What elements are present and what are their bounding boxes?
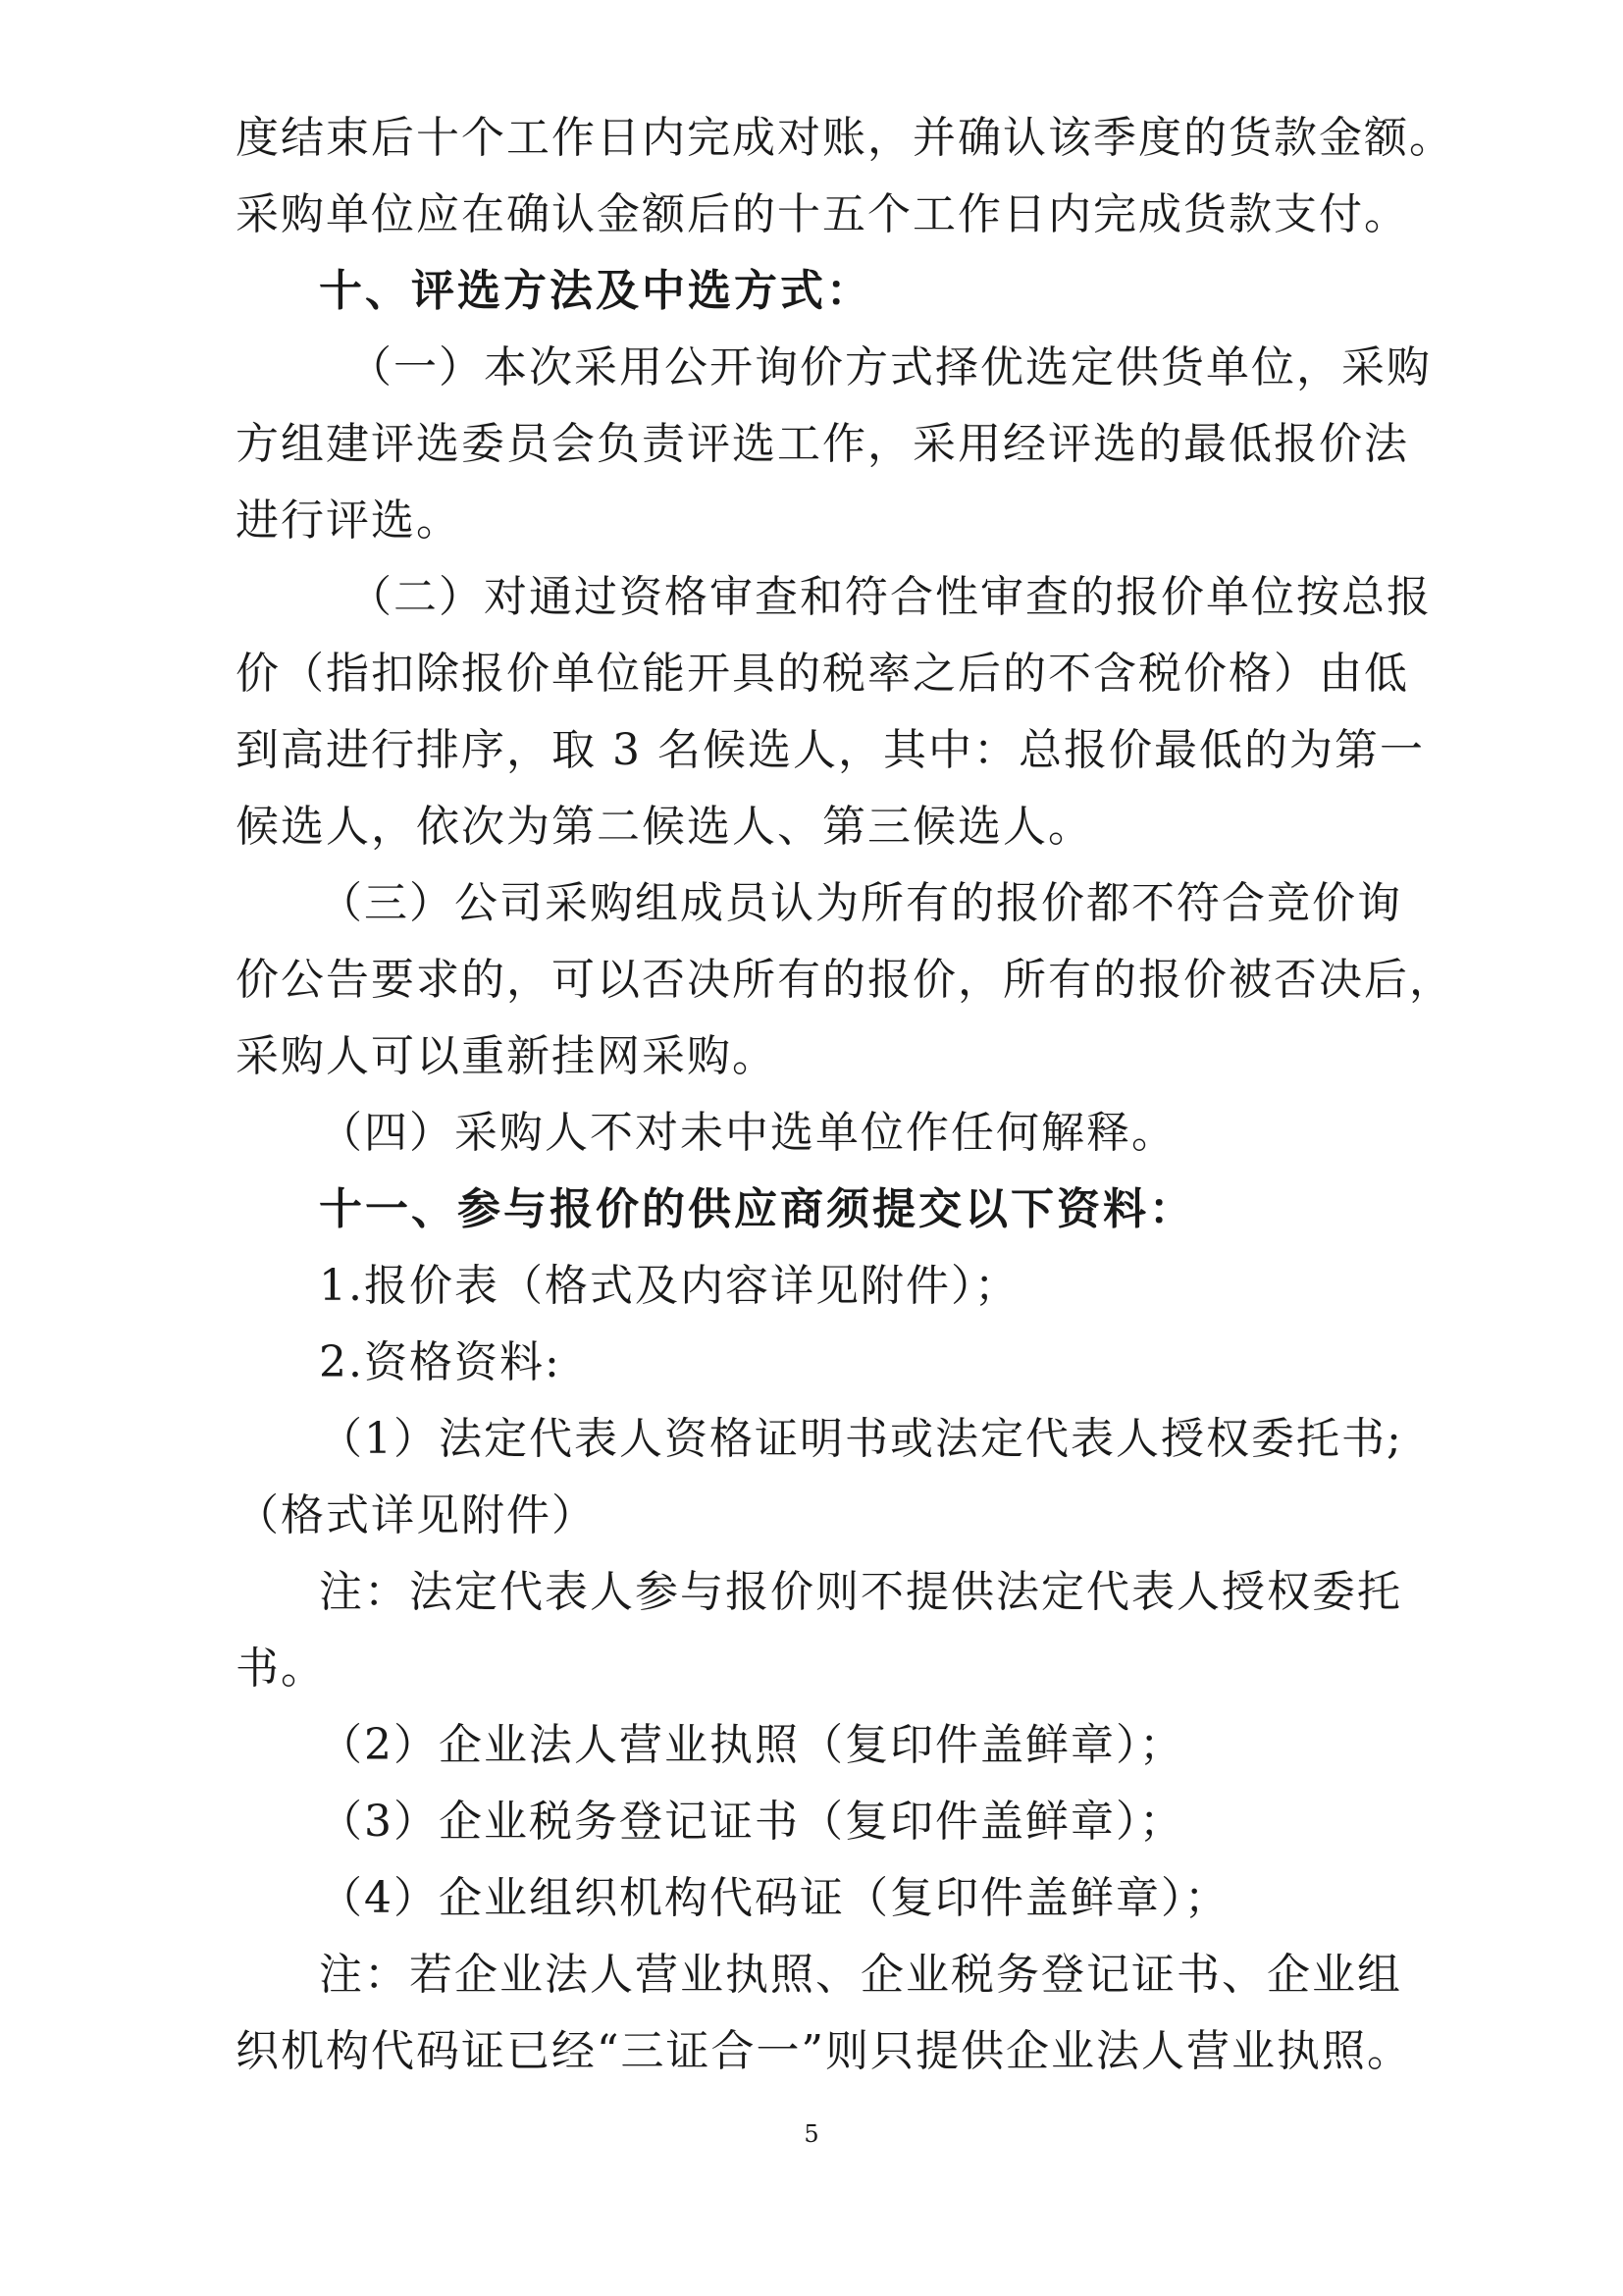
section-heading: 十、评选方法及中选方式： [319, 266, 872, 316]
text-line: 1.报价表（格式及内容详见附件）； [319, 1261, 1020, 1311]
text-line: （格式详见附件） [236, 1490, 597, 1540]
text-line: （4）企业组织机构代码证（复印件盖鲜章）； [319, 1873, 1230, 1923]
text-line: （一）本次采用公开询价方式择优选定供货单位，采购 [348, 342, 1432, 392]
text-line: 注：若企业法人营业执照、企业税务登记证书、企业组 [319, 1950, 1402, 2000]
text-line: 采购人可以重新挂网采购。 [236, 1031, 777, 1081]
text-line: 注：法定代表人参与报价则不提供法定代表人授权委托 [319, 1567, 1402, 1617]
text-line: 织机构代码证已经“三证合一”则只提供企业法人营业执照。 [236, 2026, 1412, 2076]
text-line: （三）公司采购组成员认为所有的报价都不符合竞价询 [319, 878, 1402, 928]
text-line: 书。 [236, 1644, 326, 1694]
section-heading: 十一、参与报价的供应商须提交以下资料： [319, 1184, 1195, 1234]
text-line: （二）对通过资格审查和符合性审查的报价单位按总报 [348, 572, 1432, 622]
text-line: 方组建评选委员会负责评选工作，采用经评选的最低报价法 [236, 419, 1409, 469]
text-line: （3）企业税务登记证书（复印件盖鲜章）； [319, 1797, 1184, 1847]
text-line: 2.资格资料: [319, 1337, 561, 1387]
text-line: （2）企业法人营业执照（复印件盖鲜章）； [319, 1720, 1184, 1770]
text-line: 价（指扣除报价单位能开具的税率之后的不含税价格）由低 [236, 649, 1409, 699]
text-line: （四）采购人不对未中选单位作任何解释。 [319, 1108, 1177, 1158]
text-line: 价公告要求的，可以否决所有的报价，所有的报价被否决后， [236, 955, 1454, 1005]
text-line: （1）法定代表人资格证明书或法定代表人授权委托书; [319, 1414, 1403, 1464]
text-line: 度结束后十个工作日内完成对账，并确认该季度的货款金额。 [236, 113, 1454, 163]
text-line: 进行评选。 [236, 496, 461, 546]
text-line: 候选人，依次为第二候选人、第三候选人。 [236, 802, 1093, 852]
text-line: 采购单位应在确认金额后的十五个工作日内完成货款支付。 [236, 189, 1409, 239]
page-number: 5 [804, 2120, 819, 2148]
text-line: 到高进行排序，取 3 名候选人，其中：总报价最低的为第一 [236, 725, 1425, 775]
